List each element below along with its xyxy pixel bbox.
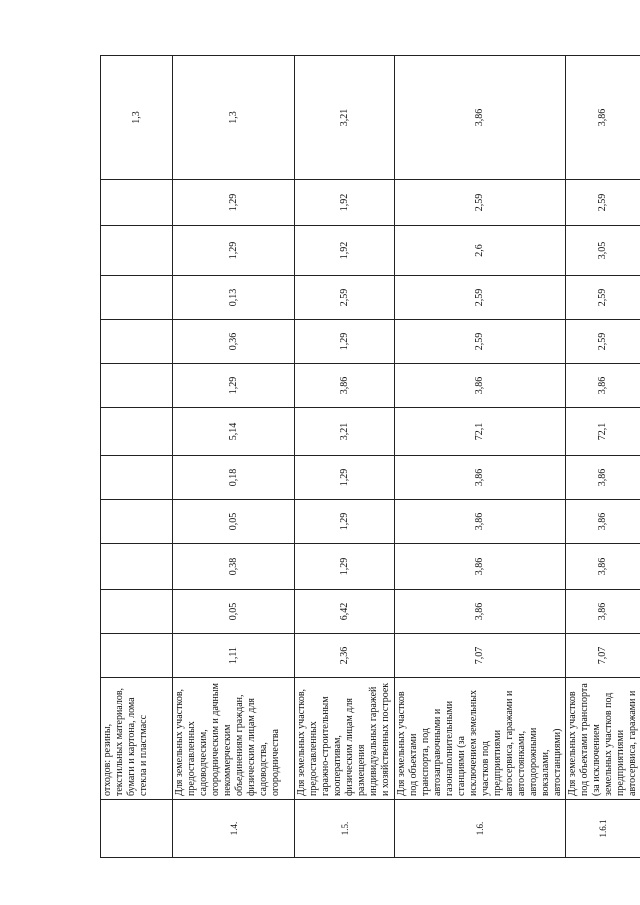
- value-cell: 5,14: [173, 408, 295, 456]
- value-cell: 0,18: [173, 456, 295, 500]
- table-row: [295, 56, 395, 858]
- value-cell: 3,86: [395, 456, 566, 500]
- value-cell: 3,21: [295, 408, 395, 456]
- value-cell: [101, 180, 173, 226]
- value-cell: 7,07: [566, 634, 640, 678]
- value-cell: 3,21: [295, 56, 395, 180]
- value-cell: 1,29: [173, 226, 295, 276]
- value-cell: 0,36: [173, 320, 295, 364]
- value-cell: 2,59: [295, 276, 395, 320]
- value-cell: 72,1: [395, 408, 566, 456]
- value-cell: 0,13: [173, 276, 295, 320]
- row-number: 1.4.: [173, 800, 295, 858]
- table-row: [173, 56, 295, 858]
- row-description: Для земельных участков под объектами транспорта, под автозаправочными и газонаполнительными станциями (за исключением земельных участков под предприятиями автосервиса, гаражами и автостоянками, автодорожными вокзалами, автостанциями): [395, 678, 566, 800]
- value-cell: 3,86: [395, 500, 566, 544]
- value-cell: [101, 226, 173, 276]
- row-description: Для земельных участков, предоставленных садоводческим, огородническим и дачным некоммерческим объединениям граждан, физическим лицам для садоводства, огородничества: [173, 678, 295, 800]
- value-cell: 3,86: [395, 544, 566, 590]
- row-number: 1.6.: [395, 800, 566, 858]
- rates-table: [100, 55, 640, 858]
- value-cell: 7,07: [395, 634, 566, 678]
- value-cell: 0,05: [173, 500, 295, 544]
- value-cell: 3,86: [395, 56, 566, 180]
- value-cell: 2,59: [395, 276, 566, 320]
- value-cell: 3,86: [295, 364, 395, 408]
- value-cell: 2,59: [395, 180, 566, 226]
- value-cell: 1,29: [295, 500, 395, 544]
- value-cell: 6,42: [295, 590, 395, 634]
- value-cell: [101, 408, 173, 456]
- value-cell: 1,29: [295, 456, 395, 500]
- value-cell: 3,86: [395, 364, 566, 408]
- row-number: [101, 800, 173, 858]
- table-row: [101, 56, 173, 858]
- value-cell: 3,86: [566, 364, 640, 408]
- value-cell: 2,59: [566, 180, 640, 226]
- row-description: Для земельных участков под объектами транспорта (за исключением земельных участков под предприятиями автосервиса, гаражами и: [566, 678, 640, 800]
- table-row: [566, 56, 640, 858]
- rotated-table-wrapper: [100, 56, 638, 858]
- value-cell: [101, 320, 173, 364]
- value-cell: 2,36: [295, 634, 395, 678]
- value-cell: 0,38: [173, 544, 295, 590]
- value-cell: 0,05: [173, 590, 295, 634]
- value-cell: 2,59: [566, 320, 640, 364]
- value-cell: [101, 276, 173, 320]
- value-cell: 2,6: [395, 226, 566, 276]
- value-cell: 3,86: [566, 456, 640, 500]
- row-number: 1.5.: [295, 800, 395, 858]
- value-cell: [101, 364, 173, 408]
- row-number: 1.6.1: [566, 800, 640, 858]
- value-cell: 1,92: [295, 226, 395, 276]
- value-cell: 2,59: [395, 320, 566, 364]
- value-cell: 2,59: [566, 276, 640, 320]
- value-cell: 1,29: [173, 180, 295, 226]
- value-cell: 1,11: [173, 634, 295, 678]
- value-cell: 1,29: [173, 364, 295, 408]
- value-cell: [101, 634, 173, 678]
- value-cell: 3,86: [566, 500, 640, 544]
- value-cell: 1,3: [173, 56, 295, 180]
- value-cell: 3,86: [395, 590, 566, 634]
- value-cell: 1,3: [101, 56, 173, 180]
- value-cell: 3,86: [566, 544, 640, 590]
- value-cell: [101, 590, 173, 634]
- value-cell: 72,1: [566, 408, 640, 456]
- value-cell: [101, 544, 173, 590]
- value-cell: 3,05: [566, 226, 640, 276]
- row-description: отходов: резины, текстильных материалов, бумаги и картона, лома стекла и пластмасс: [101, 678, 173, 800]
- value-cell: 1,92: [295, 180, 395, 226]
- value-cell: [101, 456, 173, 500]
- value-cell: [101, 500, 173, 544]
- value-cell: 3,86: [566, 56, 640, 180]
- table-row: [395, 56, 566, 858]
- value-cell: 1,29: [295, 320, 395, 364]
- value-cell: 1,29: [295, 544, 395, 590]
- value-cell: 3,86: [566, 590, 640, 634]
- row-description: Для земельных участков, предоставленных гаражно-строительным кооперативам, физическим лицам для размещения индивидуальных гаражей и хозяйственных построек: [295, 678, 395, 800]
